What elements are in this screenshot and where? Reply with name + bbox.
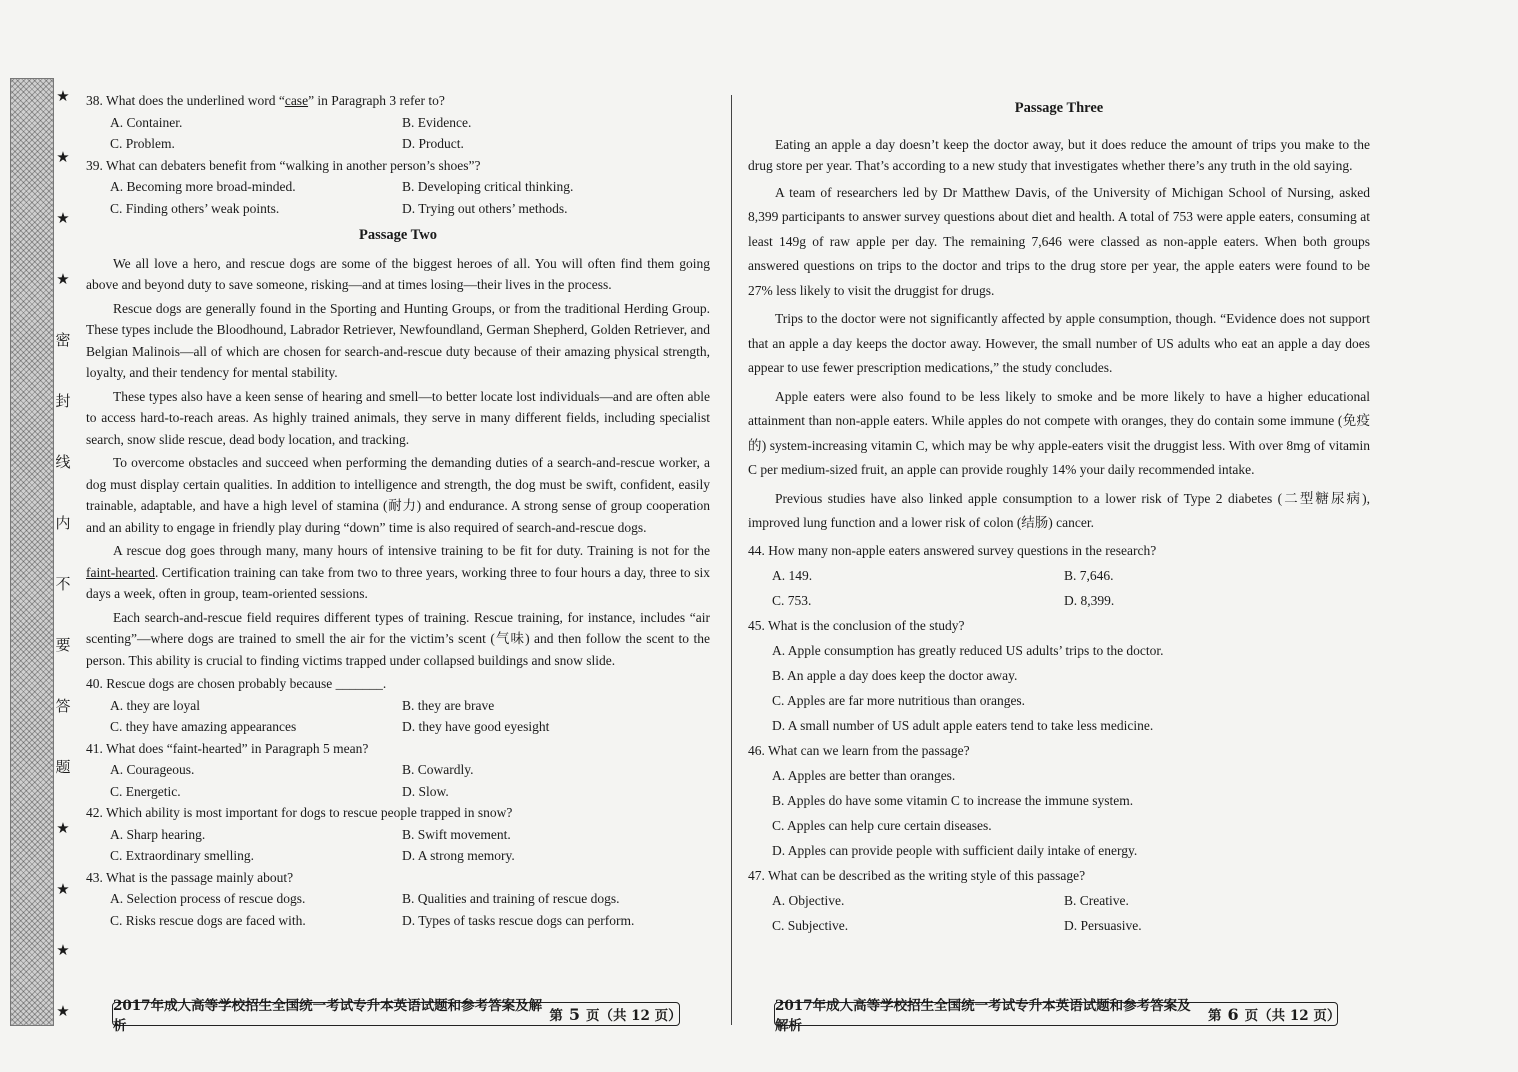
option-b: B. Evidence. (402, 114, 472, 130)
paragraph: Trips to the doctor were not significantly affected by apple consumption, though. “Evidence does not support that an apple a day keeps the doctor away. However, the small number of US adults who eat an apple a day does appear to use fewer prescription medications,” the study concludes. (748, 311, 1370, 375)
underlined-word: faint-hearted (86, 564, 155, 580)
paragraph: Each search-and-rescue field requires different types of training. Rescue training, for instance, includes “air scenting”—where dogs are trained to smell the air for the victim’s scent (气味) and then follow the scent to the person. This ability is crucial to finding victims trapped under collapsed buildings and snow slide. (86, 609, 710, 668)
option-b: B. 7,646. (1064, 567, 1114, 583)
options (86, 888, 710, 931)
option-b: B. Developing critical thinking. (402, 179, 574, 194)
option-c: C. they have amazing appearances (110, 719, 297, 734)
footer-page-prefix: 第 (549, 1008, 563, 1024)
option-d: D. Apples can provide people with sufficient daily intake of energy. (772, 842, 1138, 858)
star-icon: ★ (56, 821, 70, 837)
question-38: 38. What does the underlined word “case” in Paragraph 3 refer to? A. Container. B. Evidence. C. Problem. D. Product. (86, 90, 710, 155)
seal-char: 内 (55, 516, 71, 532)
option-b: B. An apple a day does keep the doctor away. (772, 667, 1018, 683)
star-icon: ★ (56, 272, 70, 288)
question-39: 39. What can debaters benefit from “walking in another person’s shoes”? A. Becoming more broad-minded. B. Developing critical thinking. C. Finding others’ weak points. D. Trying out others’ methods. (86, 155, 710, 220)
paragraph: A rescue dog goes through many, many hours of intensive training to be fit for duty. Training is not for the faint-hearted. Certification training can take from two to three years, working three to four hours a day, three to six days a week, often in group, team-oriented sessions. (86, 543, 710, 601)
seal-char: 密 (55, 333, 71, 349)
seal-char: 题 (55, 760, 71, 776)
option-b: B. they are brave (402, 697, 495, 713)
footer-title: 2017年成人高等学校招生全国统一考试专升本英语试题和参考答案及解析 (113, 998, 543, 1034)
option-c: C. Extraordinary smelling. (110, 848, 254, 863)
passage-two-title: Passage Two (358, 227, 437, 243)
paragraph: Previous studies have also linked apple consumption to a lower risk of Type 2 diabetes (二型糖尿病), improved lung function and a lower risk of colon (结肠) cancer. (748, 490, 1370, 530)
paragraph: To overcome obstacles and succeed when performing the demanding duties of a search-and-rescue worker, a dog must display certain qualities. In addition to intelligence and strength, the dog must be swift, confident, easily trainable, adaptable, and have a high level of stamina (耐力) and endurance. A strong sense of group cooperation and an ability to engage in friendly play during “down” time is also required of search-and-rescue dogs. (86, 455, 710, 535)
paragraph: A team of researchers led by Dr Matthew Davis, of the University of Michigan School of Nursing, asked 8,399 participants to answer survey questions about diet and health. A total of 753 were apple eaters, consuming at least 149g of raw apple per day. The remaining 7,646 were classed as non-apple eaters. When both groups answered questions on trips to the doctor and trips to the drug store per year, the apple eaters were found to be 27% less likely to visit the druggist for drugs. (748, 184, 1370, 298)
right-page (748, 98, 1370, 938)
option-a: A. they are loyal (110, 697, 200, 713)
option-d: D. Types of tasks rescue dogs can perform. (402, 912, 635, 928)
right-page-footer (774, 998, 1341, 1034)
option-d: D. Slow. (402, 783, 449, 799)
binding-margin-pattern (10, 78, 54, 1026)
paragraph: Eating an apple a day doesn’t keep the doctor away, but it does reduce the amount of trips you make to the drug store per year. That’s according to a new study that investigates whether there’s any truth in the old saying. (748, 136, 1370, 173)
passage-three-title: Passage Three (1014, 100, 1104, 116)
option-b: B. Cowardly. (402, 762, 474, 777)
underlined-word: case (284, 93, 309, 108)
options (86, 695, 710, 738)
star-icon: ★ (56, 211, 70, 227)
question-47: 47. What can be described as the writing style of this passage? A. Objective. B. Creative. C. Subjective. D. Persuasive. (748, 863, 1370, 938)
star-icon: ★ (56, 943, 70, 959)
option-a: A. Container. (110, 114, 183, 130)
question-45: 45. What is the conclusion of the study? A. Apple consumption has greatly reduced US adults’ trips to the doctor. B. An apple a day does keep the doctor away. C. Apples are far more nutritious than oranges. D. A small number of US adult apple eaters tend to take less medicine. (748, 613, 1370, 738)
option-a: A. Sharp hearing. (110, 826, 206, 842)
option-c: C. Apples are far more nutritious than oranges. (772, 692, 1026, 708)
paragraph: We all love a hero, and rescue dogs are some of the biggest heroes of all. You will often find them going above and beyond duty to save someone, risking—and at times losing—their lives in the process. (86, 255, 710, 292)
option-c: C. 753. (772, 592, 812, 608)
seal-char: 线 (55, 455, 71, 471)
star-icon: ★ (56, 150, 70, 166)
footer-page-number: 5 (568, 1004, 580, 1024)
options (748, 563, 1370, 613)
option-b: B. Apples do have some vitamin C to increase the immune system. (772, 792, 1134, 808)
option-a: A. Selection process of rescue dogs. (110, 891, 306, 906)
options (748, 638, 1370, 738)
star-icon: ★ (56, 882, 70, 898)
option-c: C. Apples can help cure certain diseases. (772, 817, 992, 833)
option-d: D. Trying out others’ methods. (402, 200, 568, 216)
footer-page-suffix: 页（共 12 页） (1244, 1008, 1341, 1024)
options (748, 763, 1370, 863)
footer-page-prefix: 第 (1208, 1008, 1222, 1024)
page-divider (731, 95, 732, 1025)
question-41: 41. What does “faint-hearted” in Paragraph 5 mean? A. Courageous. B. Cowardly. C. Energetic. D. Slow. (86, 738, 710, 803)
options (86, 759, 710, 802)
seal-char: 不 (55, 577, 71, 593)
seal-char: 封 (55, 394, 71, 410)
option-c: C. Risks rescue dogs are faced with. (110, 912, 306, 928)
question-40: 40. Rescue dogs are chosen probably because _______. A. they are loyal B. they are brave C. they have amazing appearances D. they have good eyesight (86, 673, 710, 738)
option-a: A. Courageous. (110, 762, 195, 777)
question-42: 42. Which ability is most important for dogs to rescue people trapped in snow? A. Sharp hearing. B. Swift movement. C. Extraordinary smelling. D. A strong memory. (86, 802, 710, 867)
options (748, 888, 1370, 938)
option-a: A. Objective. (772, 892, 845, 908)
footer-title: 2017年成人高等学校招生全国统一考试专升本英语试题和参考答案及解析 (775, 998, 1191, 1034)
footer-page-number: 6 (1227, 1004, 1239, 1024)
option-c: C. Finding others’ weak points. (110, 200, 280, 216)
paragraph: These types also have a keen sense of hearing and smell—to better locate lost individuals—and are often able to access hard-to-reach areas. As highly trained animals, they serve in many different fields, including specialist search, snow slide rescue, dead body location, and tracking. (86, 388, 710, 447)
option-d: D. A strong memory. (402, 848, 515, 863)
option-d: D. Product. (402, 136, 464, 151)
footer-page-suffix: 页（共 12 页） (585, 1008, 682, 1024)
option-a: A. Apple consumption has greatly reduced US adults’ trips to the doctor. (772, 642, 1164, 658)
options (86, 112, 710, 155)
paragraph: Apple eaters were also found to be less likely to smoke and be more likely to have a higher educational attainment than non-apple eaters. While apples do not compete with oranges, they do contain some immune (免疫的) system-increasing vitamin C, which may be why apple-eaters visit the druggist less. With over 8mg of vitamin C per medium-sized fruit, an apple can provide roughly 14% your daily recommended intake. (748, 388, 1370, 477)
option-d: D. they have good eyesight (402, 719, 550, 734)
seal-char: 答 (55, 699, 71, 715)
option-c: C. Subjective. (772, 917, 849, 933)
option-b: B. Swift movement. (402, 826, 511, 842)
option-a: A. 149. (772, 567, 813, 583)
option-d: D. Persuasive. (1064, 917, 1142, 933)
option-a: A. Becoming more broad-minded. (110, 179, 296, 194)
options (86, 176, 710, 219)
option-d: D. A small number of US adult apple eaters tend to take less medicine. (772, 717, 1154, 733)
options (86, 824, 710, 867)
paragraph: Rescue dogs are generally found in the Sporting and Hunting Groups, or from the traditional Herding Group. These types include the Bloodhound, Labrador Retriever, Newfoundland, German Shepherd, Golden Retriever, and Belgian Malinois—all of which are chosen for search-and-rescue duty because of their amazing physical strength, loyalty, and their tendency for mental stability. (86, 300, 710, 380)
star-icon: ★ (56, 1004, 70, 1020)
question-43: 43. What is the passage mainly about? A. Selection process of rescue dogs. B. Qualities and training of rescue dogs. C. Risks rescue dogs are faced with. D. Types of tasks rescue dogs can perform. (86, 867, 710, 932)
question-46: 46. What can we learn from the passage? A. Apples are better than oranges. B. Apples do have some vitamin C to increase the immune system. C. Apples can help cure certain diseases. D. Apples can provide people with sufficient daily intake of energy. (748, 738, 1370, 863)
option-a: A. Apples are better than oranges. (772, 767, 956, 783)
seal-char: 要 (55, 638, 71, 654)
star-icon: ★ (56, 89, 70, 105)
option-c: C. Energetic. (110, 783, 181, 799)
option-b: B. Creative. (1064, 892, 1129, 908)
left-page-footer (112, 998, 682, 1034)
option-d: D. 8,399. (1064, 592, 1115, 608)
question-44: 44. How many non-apple eaters answered survey questions in the research? A. 149. B. 7,646. C. 753. D. 8,399. (748, 538, 1370, 613)
seal-line-column (52, 90, 74, 1020)
option-c: C. Problem. (110, 136, 175, 151)
left-page (86, 90, 710, 931)
option-b: B. Qualities and training of rescue dogs. (402, 891, 620, 906)
